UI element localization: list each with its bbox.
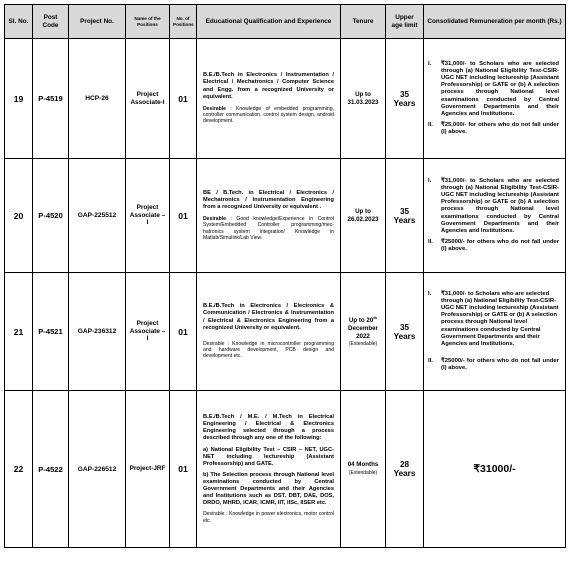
remuneration-item-number: I. [428,178,432,185]
remuneration-item-i [428,61,559,118]
header-project-no: Project No. [69,5,126,39]
cell-age-limit: 35 Years [386,39,424,159]
education-option-a: a) National Eligibility Test – CSIR – NET, UGC-NET including lectureship (Assistant Professorship) and GATE. [203,446,334,467]
tenure-extendable: (Extendable) [348,469,378,476]
remuneration-item-i [428,291,559,348]
cell-remuneration [424,159,566,273]
remuneration-item-i [428,178,559,235]
cell-position-name: Project Associate – I [126,159,170,273]
remuneration-item-text: ₹25,000/- for others who do not fall under (I) above. [441,121,559,135]
remuneration-item-number: II. [428,121,433,128]
cell-post-code: P-4521 [33,273,69,391]
remuneration-item-number: II. [428,357,433,364]
cell-sl-no: 21 [5,273,33,391]
desirable-text [203,341,334,360]
tenure-text: 04 Months [347,460,379,468]
cell-no-of-positions: 01 [170,159,197,273]
cell-remuneration [424,39,566,159]
desirable-text [203,216,334,241]
cell-age-limit: 35 Years [386,159,424,273]
table-row [5,391,566,548]
desirable-label: Desirable [203,105,226,112]
cell-project-no: HCP-26 [69,39,126,159]
table-row [5,273,566,391]
desirable-detail: : Knowledge in power electronics, motor control etc. [203,511,334,524]
header-tenure: Tenure [341,5,386,39]
remuneration-item-text: ₹31,000/- to Scholars who are selected through (a) National Eligibility Test-CSIR-UGC NET including lectureship (Assistant Professorship) or GATE or (b) A selection process through National level examinations conducted by Central Government Departments and their Agencies and Institutions. [441,291,559,347]
cell-education [197,159,341,273]
cell-sl-no: 22 [5,391,33,548]
cell-project-no: GAP-225512 [69,159,126,273]
cell-position-name: Project Associate – I [126,273,170,391]
cell-project-no: GAP-236312 [69,273,126,391]
tenure-text: Up to 20 [348,317,374,325]
cell-tenure: Up to 31.03.2023 [341,39,386,159]
education-text: B.E./B.Tech in Electronics / Electronics & Communication / Electronics & Instrumentation / Electrical & Electronics Engineering from a recognized University or equivalent. [203,303,334,331]
cell-tenure: Up to 26.02.2023 [341,159,386,273]
vacancy-table [4,4,566,548]
desirable-label: Desirable [203,511,225,518]
header-sl-no: Sl. No. [5,5,33,39]
remuneration-item-number: I. [428,61,432,68]
table-row [5,159,566,273]
cell-no-of-positions: 01 [170,273,197,391]
education-option-b: b) The Selection process through National level examinations conducted by Central Government Departments and their Agencies and Institutions such as DST, DBT, DAE, DOS, DRDO, MHRD, ICAR, ICMR, IIT, IISc, IISER etc. [203,471,334,507]
remuneration-item-number: I. [428,291,432,298]
cell-education [197,391,341,548]
table-row [5,39,566,159]
cell-post-code: P-4519 [33,39,69,159]
desirable-label: Desirable [203,340,225,347]
education-text: B.E./B.Tech / M.E. / M.Tech in Electrical Engineering / Electrical & Electronics Engineering selected through a process described through any one of the following: [203,414,334,442]
desirable-label: Desirable [203,216,226,223]
remuneration-item-text: ₹25000/- for others who do not fall under (I) above. [441,238,559,252]
remuneration-item-text: ₹31,000/- to Scholars who are selected through (a) National Eligibility Test-CSIR-UGC NET including lectureship (Assistant Professorship) or GATE or (b) A selection process through National level examinations conducted by Central Government Departments and their Agencies and Institutions. [441,61,559,117]
tenure-date: December 2022 [348,324,378,340]
desirable-text [203,106,334,125]
remuneration-item-ii [428,122,559,136]
cell-tenure [341,273,386,391]
cell-position-name: Project-JRF [126,391,170,548]
desirable-detail: : Knowledge in microcontroller programming and hardware development, PCB design and development etc. [203,340,334,360]
header-remuneration: Consolidated Remuneration per month (Rs.) [424,5,566,39]
desirable-detail: : Good knowledge/Experience in Control System/Embedded Controller programming/mec-hatronics system integration/ Knowledge in Matlab/Simulink/Lab View. [203,216,334,241]
education-text: B.E./B.Tech in Electronics / Instrumentation / Electrical / Mechatronics / Computer Science and Engg. from a recognized University or equivalent. [203,72,334,100]
tenure-superscript: th [373,315,378,321]
cell-post-code: P-4522 [33,391,69,548]
cell-remuneration: ₹31000/- [424,391,566,548]
desirable-detail: : Knowledge of embedded programming, controller communication, control system design, android development. [203,105,334,125]
cell-education [197,273,341,391]
remuneration-item-text: ₹25000/- for others who do not fall under (I) above. [441,357,559,371]
header-position-name: Name of the Positions [126,5,170,39]
header-no-of-positions: No. of Positions [170,5,197,39]
remuneration-item-ii [428,239,559,253]
cell-no-of-positions: 01 [170,391,197,548]
remuneration-item-number: II. [428,238,433,245]
header-education: Educational Qualification and Experience [197,5,341,39]
header-post-code: Post Code [33,5,69,39]
education-text: BE / B.Tech. in Electrical / Electronics / Mechatronics / Instrumentation Engineering from a recognized University or equivalent . [203,189,334,210]
cell-post-code: P-4520 [33,159,69,273]
cell-remuneration [424,273,566,391]
remuneration-item-text: ₹31,000/- to Scholars who are selected through (a) National Eligibility Test-CSIR-UGC NET including lectureship (Assistant Professorship) or GATE or (b) A selection process through National level examinations conducted by Central Government Departments and their Agencies and Institutions. [441,178,559,234]
cell-tenure [341,391,386,548]
cell-position-name: Project Associate-I [126,39,170,159]
header-age-limit: Upper age limit [386,5,424,39]
tenure-extendable: (Extendable) [348,341,378,348]
cell-education [197,39,341,159]
table-header-row [5,5,566,39]
cell-age-limit: 28 Years [386,391,424,548]
cell-sl-no: 20 [5,159,33,273]
cell-no-of-positions: 01 [170,39,197,159]
cell-age-limit: 35 Years [386,273,424,391]
cell-sl-no: 19 [5,39,33,159]
cell-project-no: GAP-226512 [69,391,126,548]
desirable-text [203,511,334,524]
remuneration-item-ii [428,358,559,372]
